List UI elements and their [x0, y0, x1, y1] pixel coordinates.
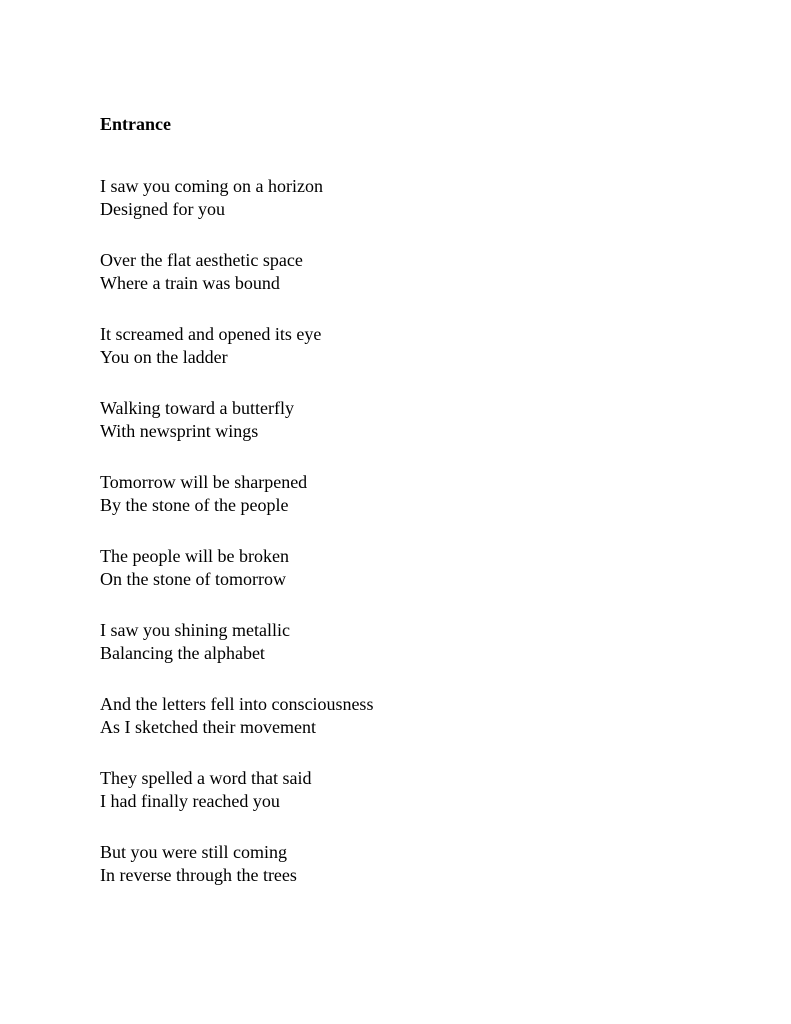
- poem-line: You on the ladder: [100, 346, 228, 367]
- poem-line: By the stone of the people: [100, 494, 289, 515]
- poem-line: The people will be broken: [100, 546, 289, 566]
- poem-line: As I sketched their movement: [100, 716, 316, 737]
- stanza: [100, 619, 700, 664]
- poem-line: On the stone of tomorrow: [100, 568, 286, 589]
- poem-body: [100, 175, 700, 886]
- poem-line: I saw you coming on a horizon: [100, 176, 323, 196]
- stanza: [100, 841, 700, 886]
- poem-line: Tomorrow will be sharpened: [100, 472, 308, 492]
- poem-line: With newsprint wings: [100, 420, 259, 441]
- stanza: [100, 323, 700, 368]
- stanza: [100, 471, 700, 516]
- stanza: [100, 397, 700, 442]
- poem-line: Designed for you: [100, 198, 225, 219]
- poem-line: But you were still coming: [100, 842, 287, 862]
- stanza: [100, 249, 700, 294]
- poem-line: I had finally reached you: [100, 790, 280, 811]
- stanza: [100, 175, 700, 220]
- stanza: [100, 693, 700, 738]
- poem-line: It screamed and opened its eye: [100, 324, 322, 344]
- poem-line: Over the flat aesthetic space: [100, 250, 303, 270]
- poem-line: They spelled a word that said: [100, 768, 312, 788]
- poem-line: In reverse through the trees: [100, 864, 297, 885]
- poem-line: Where a train was bound: [100, 272, 280, 293]
- poem-line: Walking toward a butterfly: [100, 398, 294, 418]
- document-page: [100, 113, 700, 915]
- stanza: [100, 767, 700, 812]
- poem-line: And the letters fell into consciousness: [100, 694, 374, 714]
- poem-line: I saw you shining metallic: [100, 620, 290, 640]
- stanza: [100, 545, 700, 590]
- poem-line: Balancing the alphabet: [100, 642, 265, 663]
- poem-title: Entrance: [100, 114, 171, 134]
